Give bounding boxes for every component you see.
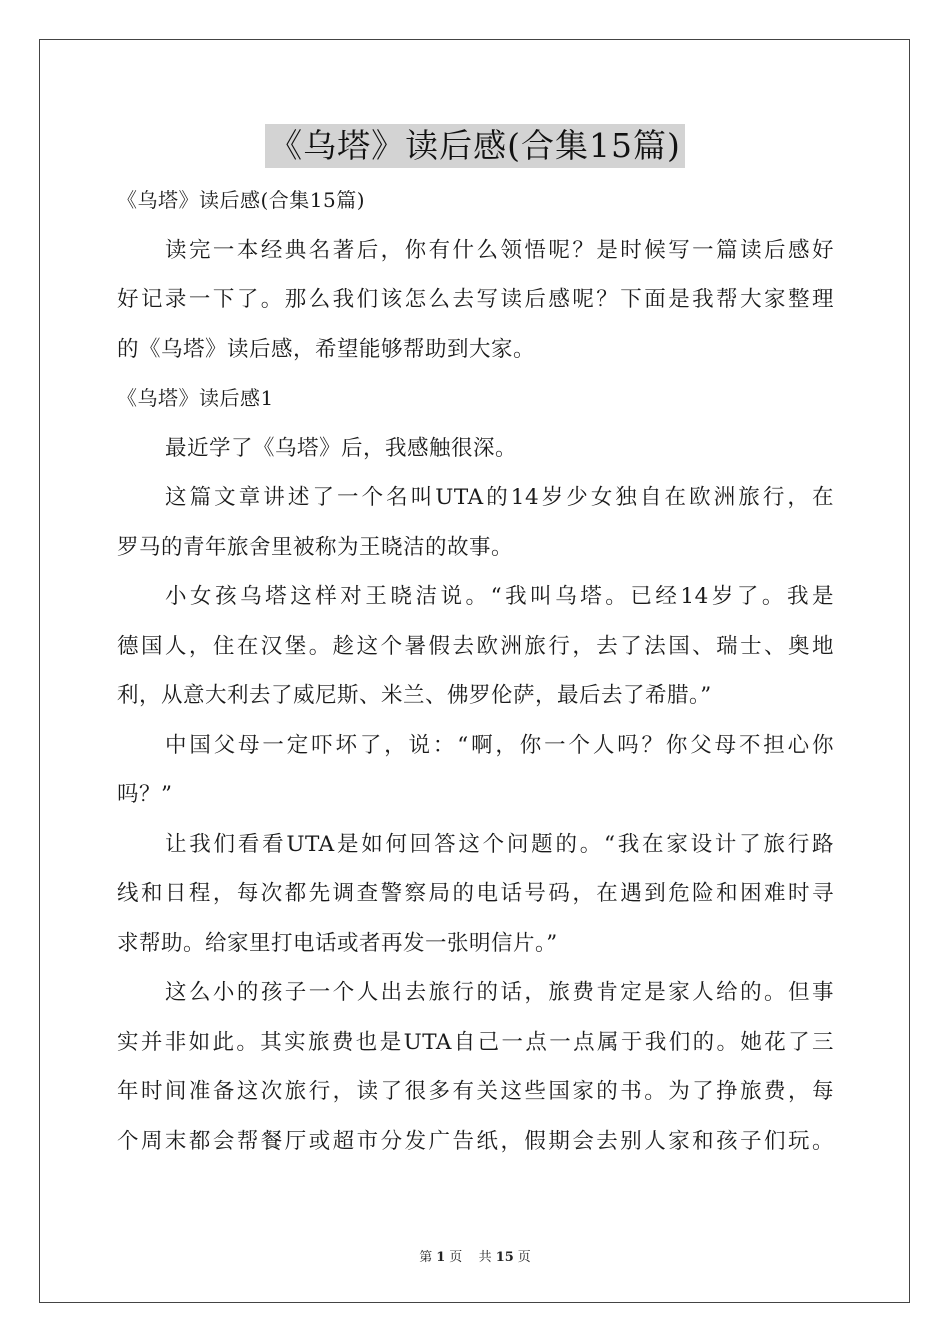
document-body <box>117 176 834 1166</box>
text-line: 个周末都会帮餐厅或超市分发广告纸，假期会去别人家和孩子们玩。 <box>117 1128 834 1154</box>
total-suffix: 页 <box>517 1250 531 1265</box>
text-line: 让我们看看UTA是如何回答这个问题的。“我在家设计了旅行路 <box>165 831 834 857</box>
section-heading: 《乌塔》读后感(合集15篇) <box>117 188 366 212</box>
page-suffix: 页 <box>449 1250 463 1265</box>
text-line: 好记录一下了。那么我们该怎么去写读后感呢？下面是我帮大家整理 <box>117 287 834 312</box>
text-line: 最近学了《乌塔》后，我感触很深。 <box>165 435 518 461</box>
text-line: 小女孩乌塔这样对王晓洁说。“我叫乌塔。已经14岁了。我是 <box>165 584 834 609</box>
text-line: 利，从意大利去了威尼斯、米兰、佛罗伦萨，最后去了希腊。” <box>117 683 712 708</box>
section-heading: 《乌塔》读后感1 <box>117 386 274 410</box>
page-number: 1 <box>436 1250 446 1265</box>
text-line: 这么小的孩子一个人出去旅行的话，旅费肯定是家人给的。但事 <box>165 980 834 1005</box>
document-title: 《乌塔》读后感(合集15篇) <box>265 124 685 168</box>
page-footer <box>0 1246 950 1265</box>
text-line: 这篇文章讲述了一个名叫UTA的14岁少女独自在欧洲旅行，在 <box>165 485 834 510</box>
total-pages: 15 <box>495 1250 514 1265</box>
text-line: 年时间准备这次旅行，读了很多有关这些国家的书。为了挣旅费，每 <box>117 1079 834 1104</box>
text-line: 德国人，住在汉堡。趁这个暑假去欧洲旅行，去了法国、瑞士、奥地 <box>117 633 834 659</box>
page-prefix: 第 <box>419 1250 433 1265</box>
text-line: 求帮助。给家里打电话或者再发一张明信片。” <box>117 930 558 956</box>
text-line: 的《乌塔》读后感，希望能够帮助到大家。 <box>117 336 536 362</box>
total-prefix: 共 <box>478 1250 492 1265</box>
text-line: 罗马的青年旅舍里被称为王晓洁的故事。 <box>117 534 514 560</box>
text-line: 线和日程，每次都先调查警察局的电话号码，在遇到危险和困难时寻 <box>117 881 834 906</box>
text-line: 中国父母一定吓坏了，说：“啊，你一个人吗？你父母不担心你 <box>165 732 834 758</box>
text-line: 实并非如此。其实旅费也是UTA自己一点一点属于我们的。她花了三 <box>117 1029 834 1055</box>
text-line: 读完一本经典名著后，你有什么领悟呢？是时候写一篇读后感好 <box>165 237 834 263</box>
text-line: 吗？” <box>117 782 173 807</box>
title-container <box>0 124 950 168</box>
